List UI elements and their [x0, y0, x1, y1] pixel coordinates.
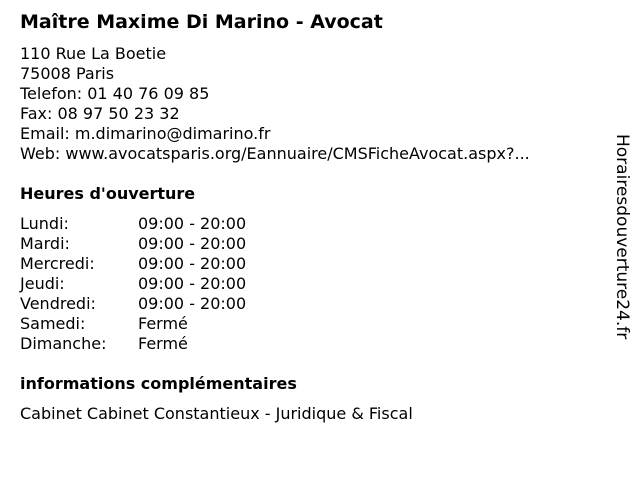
- opening-hours-heading: Heures d'ouverture: [20, 184, 196, 203]
- time-value: Fermé: [138, 314, 188, 333]
- contact-block: [20, 44, 530, 164]
- city-address: 75008 Paris: [20, 64, 115, 83]
- additional-info-text: Cabinet Cabinet Constantieux - Juridique & Fiscal: [20, 404, 413, 423]
- time-value: Fermé: [138, 334, 188, 353]
- day-label: Dimanche:: [20, 334, 107, 353]
- time-value: 09:00 - 20:00: [138, 294, 247, 313]
- website-link[interactable]: Web: www.avocatsparis.org/Eannuaire/CMSFicheAvocat.aspx?...: [20, 144, 530, 163]
- day-label: Mercredi:: [20, 254, 95, 273]
- time-value: 09:00 - 20:00: [138, 214, 247, 233]
- phone-number: Telefon: 01 40 76 09 85: [20, 84, 210, 103]
- day-label: Jeudi:: [20, 274, 65, 293]
- hours-row-monday: [20, 214, 246, 234]
- hours-row-wednesday: [20, 254, 246, 274]
- time-value: 09:00 - 20:00: [138, 274, 247, 293]
- hours-row-saturday: [20, 314, 246, 334]
- street-address: 110 Rue La Boetie: [20, 44, 167, 63]
- fax-number: Fax: 08 97 50 23 32: [20, 104, 180, 123]
- time-value: 09:00 - 20:00: [138, 254, 247, 273]
- site-brand-watermark: Horairesdouverture24.fr: [612, 134, 632, 340]
- email-address: Email: m.dimarino@dimarino.fr: [20, 124, 271, 143]
- page-title: Maître Maxime Di Marino - Avocat: [20, 11, 383, 33]
- opening-hours-table: [20, 214, 246, 354]
- day-label: Vendredi:: [20, 294, 96, 313]
- hours-row-friday: [20, 294, 246, 314]
- hours-row-sunday: [20, 334, 246, 354]
- day-label: Samedi:: [20, 314, 86, 333]
- time-value: 09:00 - 20:00: [138, 234, 247, 253]
- day-label: Mardi:: [20, 234, 70, 253]
- hours-row-tuesday: [20, 234, 246, 254]
- hours-row-thursday: [20, 274, 246, 294]
- day-label: Lundi:: [20, 214, 69, 233]
- additional-info-heading: informations complémentaires: [20, 374, 297, 393]
